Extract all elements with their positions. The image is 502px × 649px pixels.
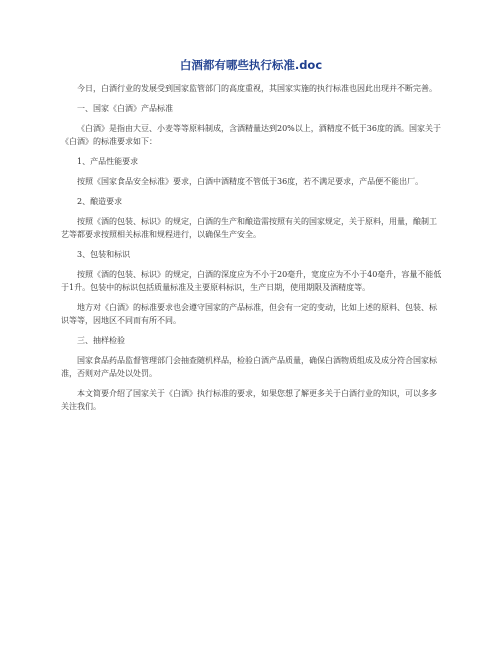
subheading-brewing: 2、酿造要求 xyxy=(77,197,123,206)
paragraph-local-standards: 地方对《白酒》的标准要求也会遵守国家的产品标准，但会有一定的变动，比如上述的原料、包装、标识等等，因地区不同而有所不同。 xyxy=(61,303,437,325)
paragraph-definition: 《白酒》是指由大豆、小麦等等原料制成，含酒精量达到20%以上，酒精度不低于36度的酒。国家关于《白酒》的标准要求如下： xyxy=(61,124,441,146)
document-body xyxy=(61,82,442,420)
paragraph-performance: 按照《国家食品安全标准》要求，白酒中酒精度不管低于36度，若不满足要求，产品便不能出厂。 xyxy=(77,177,424,186)
paragraph-sampling: 国家食品药品监督管理部门会抽查随机样品，检验白酒产品质量，确保白酒物质组成及成分符合国家标准，否则对产品处以处罚。 xyxy=(61,356,437,378)
section-heading-national-standard: 一、国家《白酒》产品标准 xyxy=(77,104,173,113)
document-title: 白酒都有哪些执行标准.doc xyxy=(179,58,323,72)
subheading-performance: 1、产品性能要求 xyxy=(77,157,139,166)
paragraph-packaging: 按照《酒的包装、标识》的规定，白酒的深度应为不小于20毫升，宽度应为不小于40毫升，容量不能低于1升。包装中的标识包括质量标准及主要原料标识，生产日期，使用期限及酒精度等。 xyxy=(61,270,442,292)
paragraph-intro: 今日，白酒行业的发展受到国家监管部门的高度重视，其国家实施的执行标准也因此出现并不断完善。 xyxy=(77,84,437,93)
subheading-packaging: 3、包装和标识 xyxy=(77,250,131,259)
paragraph-conclusion: 本文简要介绍了国家关于《白酒》执行标准的要求，如果您想了解更多关于白酒行业的知识，可以多多关注我们。 xyxy=(61,389,437,411)
section-heading-sampling: 三、抽样检验 xyxy=(77,336,125,345)
paragraph-brewing: 按照《酒的包装、标识》的规定，白酒的生产和酿造需按照有关的国家规定，关于原料，用量，酿制工艺等都要求按照相关标准和规程进行，以确保生产安全。 xyxy=(61,217,437,239)
